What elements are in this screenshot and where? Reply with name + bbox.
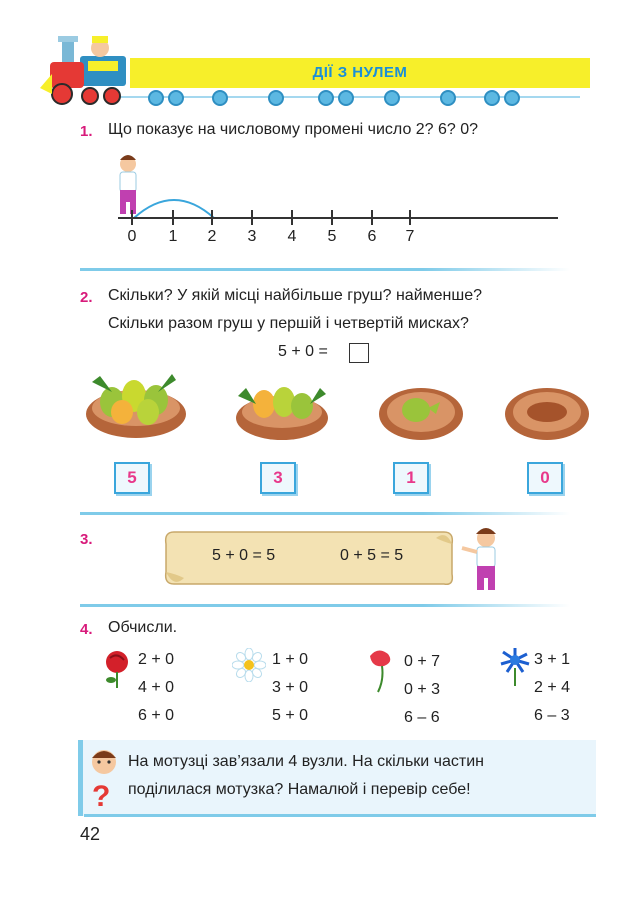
- page-title: ДІЇ З НУЛЕМ: [312, 64, 408, 81]
- tick-label: 5: [327, 228, 337, 245]
- number-line-tick: [371, 210, 373, 225]
- hint-line-2: поділилася мотузка? Намалюй і перевір себе!: [128, 781, 471, 798]
- tick-label: 2: [207, 228, 217, 245]
- rail-wheel: [384, 90, 400, 106]
- bowl-five-pears-icon: [82, 362, 190, 442]
- page-number: 42: [80, 824, 101, 844]
- rail-wheel: [268, 90, 284, 106]
- task-4-text: Обчисли.: [108, 619, 178, 636]
- tick-label: 0: [127, 228, 137, 245]
- tick-label: 6: [367, 228, 377, 245]
- cornflower-icon: [498, 646, 532, 686]
- tick-label: 7: [405, 228, 415, 245]
- boy-pointing-icon: [460, 524, 508, 596]
- bowl-one-pear-icon: [376, 378, 466, 444]
- exercise: 2 + 0: [138, 651, 175, 668]
- equation-left: 5 + 0 = 5: [212, 547, 276, 564]
- question-boy-icon: [84, 744, 124, 812]
- rail-wheel: [504, 90, 520, 106]
- poppy-icon: [364, 646, 400, 694]
- section-divider: [80, 604, 570, 607]
- answer-box[interactable]: [349, 343, 369, 363]
- rail-wheel: [318, 90, 334, 106]
- count-box-3: 1: [393, 462, 429, 494]
- number-line-tick: [291, 210, 293, 225]
- section-divider: [80, 268, 570, 271]
- task-2-line-1: Скільки? У якій місці найбільше груш? найменше?: [108, 287, 483, 304]
- number-line-tick: [172, 210, 174, 225]
- exercise: 6 – 6: [404, 709, 440, 726]
- number-line-axis: [118, 217, 558, 219]
- exercise: 0 + 7: [404, 653, 441, 670]
- exercise-column-4: [534, 646, 570, 730]
- exercise-column-2: [272, 646, 308, 730]
- count-box-2: 3: [260, 462, 296, 494]
- equation-right: 0 + 5 = 5: [340, 547, 404, 564]
- exercise: 6 + 0: [138, 707, 175, 724]
- count-box-4: 0: [527, 462, 563, 494]
- scroll-banner: [160, 526, 456, 590]
- rail-wheel: [168, 90, 184, 106]
- exercise: 6 – 3: [534, 707, 570, 724]
- task-number-2: 2.: [80, 289, 93, 306]
- tick-label: 1: [168, 228, 178, 245]
- exercise: 1 + 0: [272, 651, 309, 668]
- exercise: 2 + 4: [534, 679, 571, 696]
- count-box-1: 5: [114, 462, 150, 494]
- task-2-equation: 5 + 0 =: [278, 343, 328, 360]
- task-number-4: 4.: [80, 621, 93, 638]
- jump-arc: [130, 190, 220, 220]
- section-divider: [80, 512, 570, 515]
- number-line-tick: [331, 210, 333, 225]
- task-1-text: Що показує на числовому промені число 2? 6? 0?: [108, 121, 479, 138]
- number-line-tick: [131, 210, 133, 225]
- hint-line-1: На мотузці зав’язали 4 вузли. На скільки частин: [128, 753, 485, 770]
- rose-icon: [100, 648, 134, 688]
- daisy-icon: [232, 648, 266, 682]
- exercise: 3 + 0: [272, 679, 309, 696]
- task-number-3: 3.: [80, 531, 93, 548]
- svg-text:?: ?: [92, 780, 111, 812]
- number-line-tick: [211, 210, 213, 225]
- tick-label: 3: [247, 228, 257, 245]
- exercise: 0 + 3: [404, 681, 441, 698]
- exercise-column-3: [404, 648, 440, 732]
- task-2-line-2: Скільки разом груш у першій і четвертій мисках?: [108, 315, 469, 332]
- task-number-1: 1.: [80, 123, 93, 140]
- rail-wheel: [484, 90, 500, 106]
- tick-label: 4: [287, 228, 297, 245]
- train-icon: [40, 28, 135, 108]
- hint-box-underline: [84, 814, 596, 817]
- exercise: 5 + 0: [272, 707, 309, 724]
- bowl-empty-icon: [502, 378, 592, 444]
- number-line-tick: [409, 210, 411, 225]
- number-line-tick: [251, 210, 253, 225]
- exercise: 4 + 0: [138, 679, 175, 696]
- bowl-three-pears-icon: [232, 372, 332, 444]
- rail-wheel: [338, 90, 354, 106]
- rail-wheel: [440, 90, 456, 106]
- exercise-column-1: [138, 646, 174, 730]
- exercise: 3 + 1: [534, 651, 571, 668]
- rail-wheel: [212, 90, 228, 106]
- rail-wheel: [148, 90, 164, 106]
